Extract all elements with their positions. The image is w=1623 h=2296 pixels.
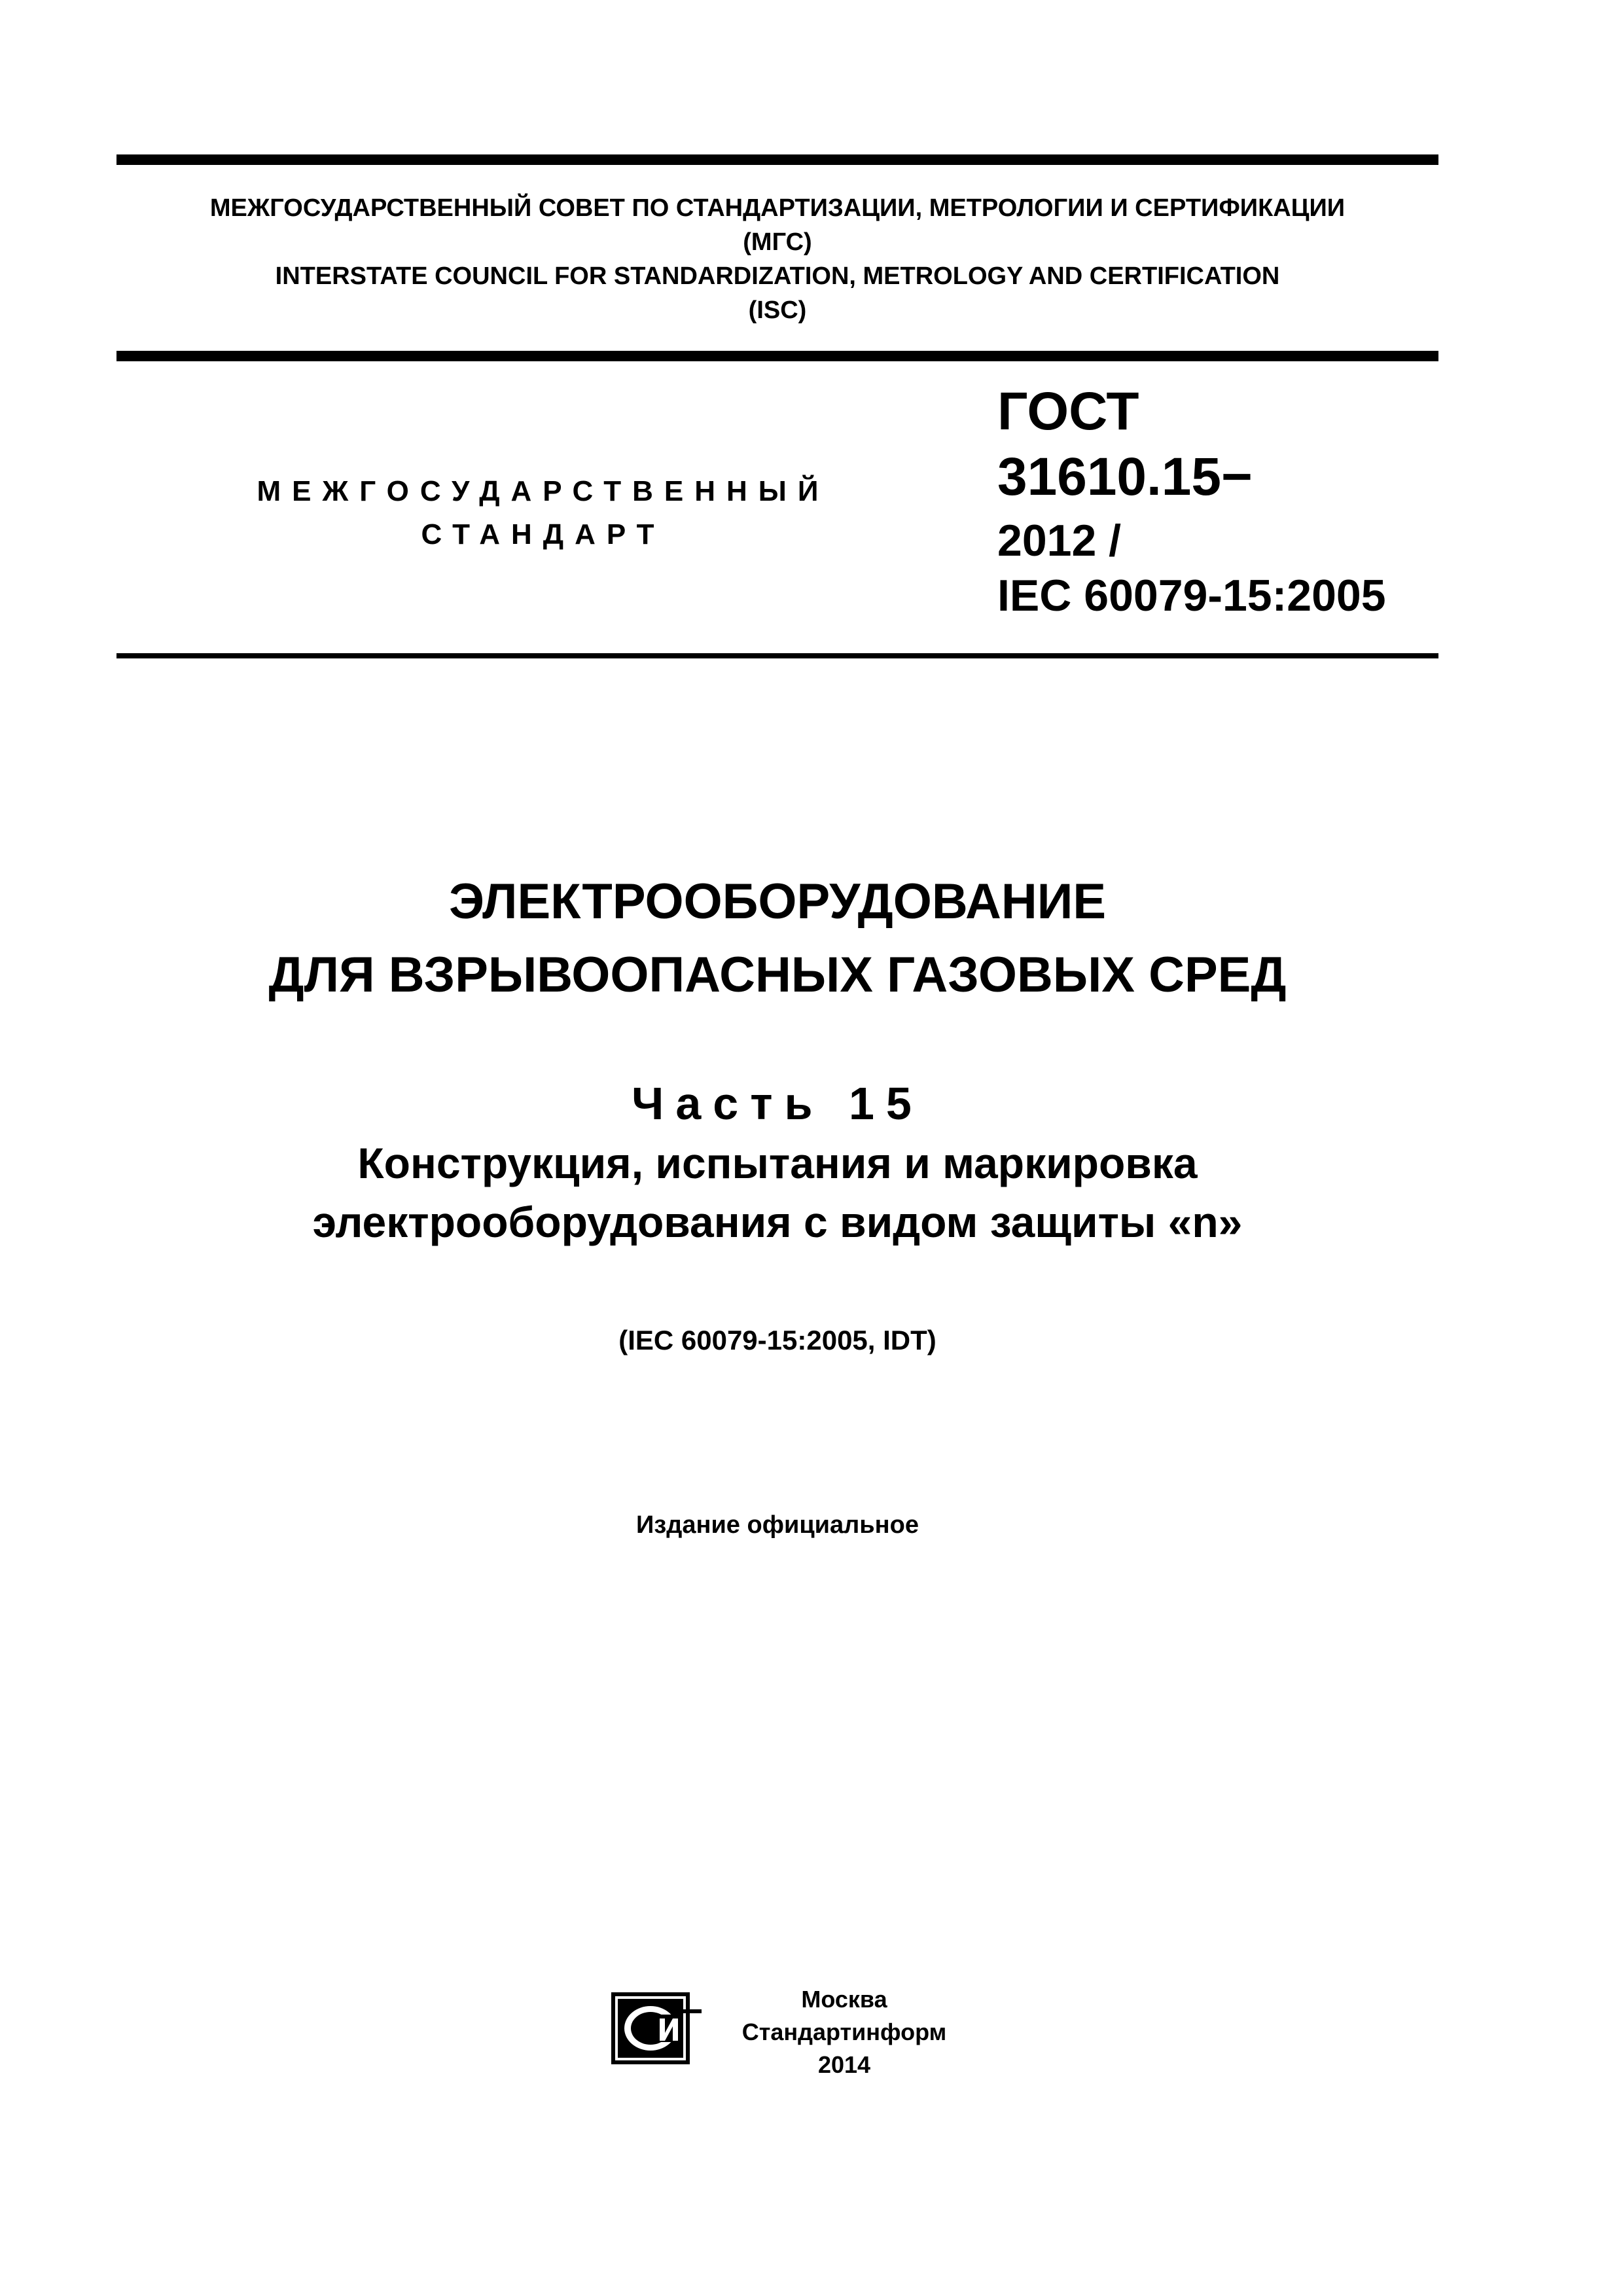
council-header [116,191,1438,327]
publisher-year: 2014 [817,2051,871,2078]
gost-year: 2012 / [997,516,1122,565]
bottom-rule [116,653,1438,658]
gost-word: ГОСТ [997,382,1139,441]
standard-type-line2: СТАНДАРТ [421,518,666,550]
top-rule [116,154,1438,165]
council-abbr-ru: (МГС) [743,228,812,256]
publisher-block [694,1983,995,2081]
part-block [116,1073,1438,1251]
part-subtitle-line1: Конструкция, испытания и маркировка [357,1139,1198,1187]
part-label: Часть 15 [632,1078,923,1129]
standard-type-line1: МЕЖГОСУДАРСТВЕННЫЙ [257,475,830,507]
iec-designation: IEC 60079-15:2005 [997,571,1386,620]
gost-number: 31610.15− [997,447,1253,507]
standartinform-logo-icon [609,1990,707,2067]
title-line1: ЭЛЕКТРООБОРУДОВАНИЕ [448,874,1107,929]
idt-reference: (IEC 60079-15:2005, IDT) [618,1325,936,1355]
council-abbr-en: (ISC) [748,296,807,324]
edition-label: Издание официальное [636,1511,919,1539]
title-line2: ДЛЯ ВЗРЫВООПАСНЫХ ГАЗОВЫХ СРЕД [268,947,1287,1003]
part-subtitle-line2: электрооборудования с видом защиты «n» [312,1198,1243,1246]
council-name-en: INTERSTATE COUNCIL FOR STANDARDIZATION, METROLOGY AND CERTIFICATION [275,262,1280,290]
publisher-name: Стандартинформ [741,2018,947,2045]
publisher-city: Москва [801,1986,887,2013]
standard-designation [997,380,1429,623]
document-title [116,865,1438,1012]
middle-rule [116,351,1438,361]
standard-type [216,470,870,556]
council-name-ru: МЕЖГОСУДАРСТВЕННЫЙ СОВЕТ ПО СТАНДАРТИЗАЦИИ, МЕТРОЛОГИИ И СЕРТИФИКАЦИИ [209,194,1346,222]
